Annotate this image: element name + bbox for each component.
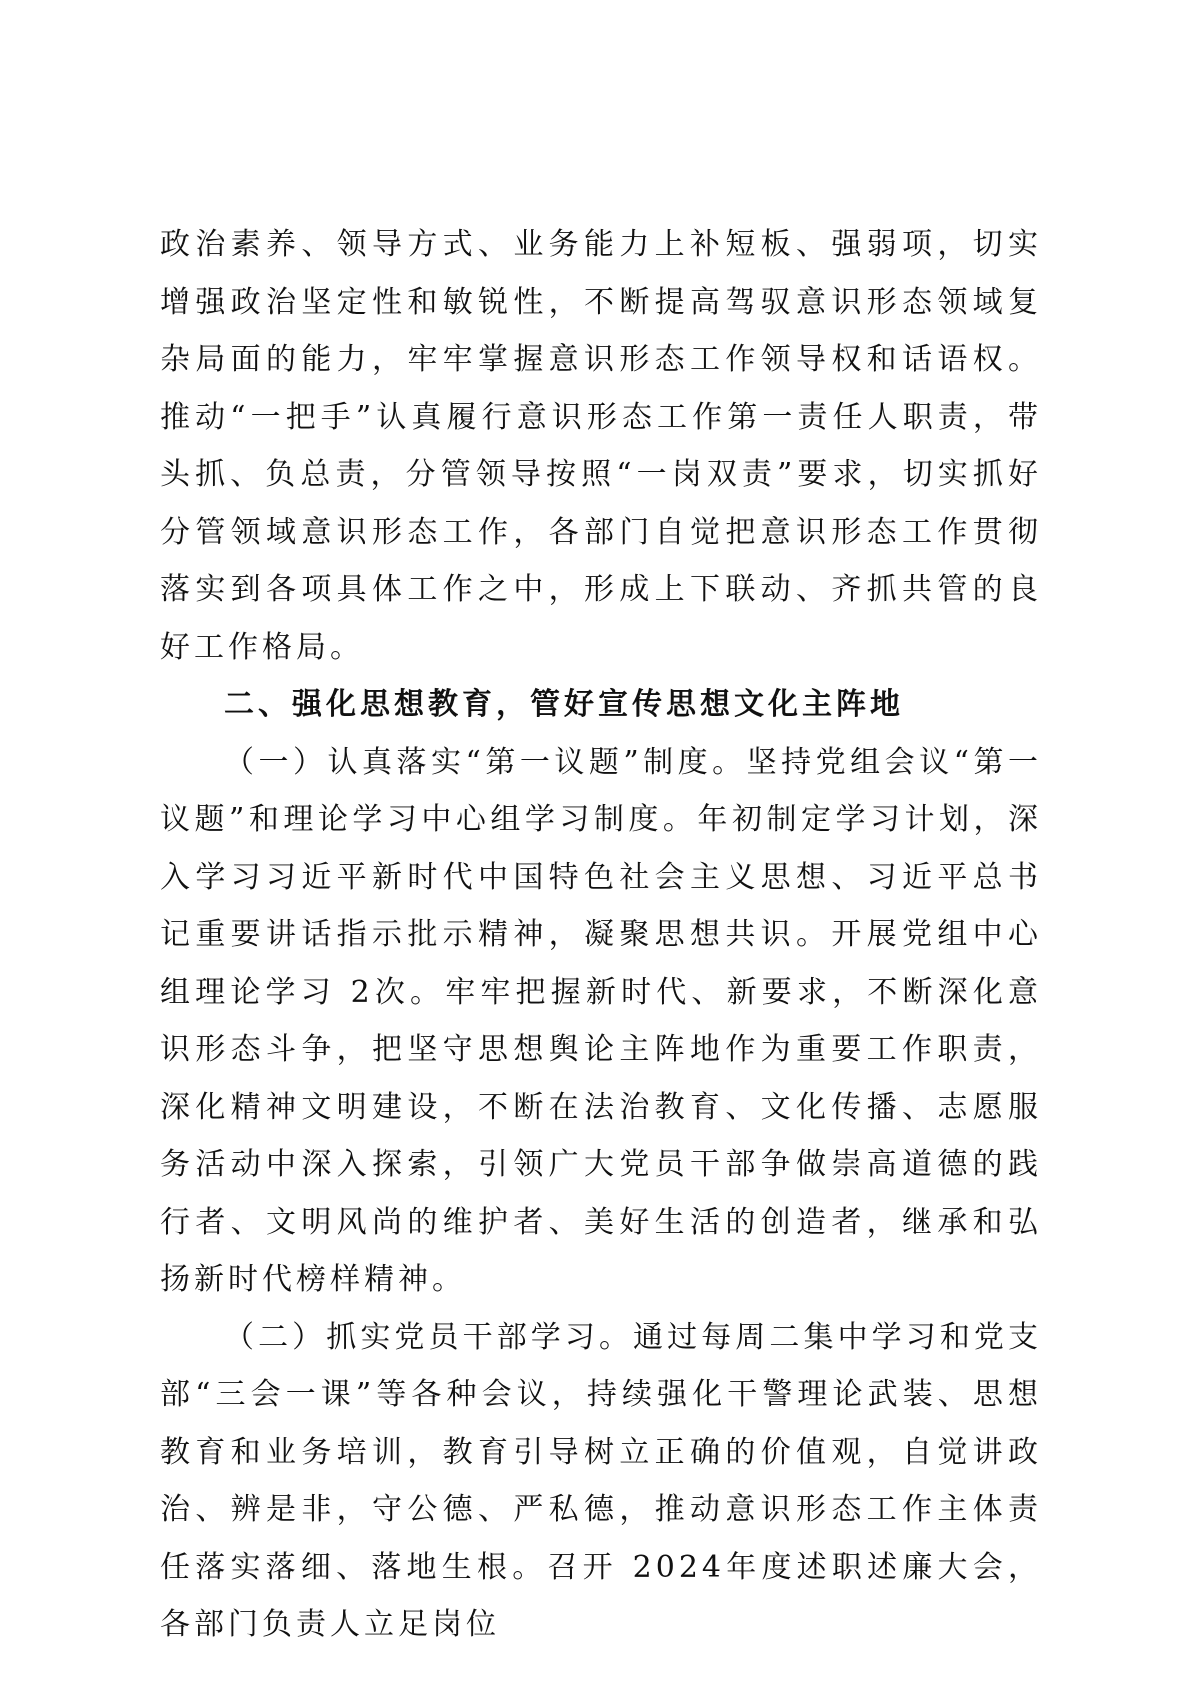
paragraph-first-topic: （一）认真落实“第一议题”制度。坚持党组会议“第一议题”和理论学习中心组学习制度。年初制定学习计划，深入学习习近平新时代中国特色社会主义思想、习近平总书记重要讲话指示批示精神，凝聚思想共识。开展党组中心组理论学习 2次。牢牢把握新时代、新要求，不断深化意识形态斗争，把坚守思想舆论主阵地作为重要工作职责，深化精神文明建设，不断在法治教育、文化传播、志愿服务活动中深入探索，引领广大党员干部争做崇高道德的践行者、文明风尚的维护者、美好生活的创造者，继承和弘扬新时代榜样精神。 bbox=[160, 744, 1042, 1297]
paragraph-party-study: （二）抓实党员干部学习。通过每周二集中学习和党支部“三会一课”等各种会议，持续强化干警理论武装、思想教育和业务培训，教育引导树立正确的价值观，自觉讲政治、辨是非，守公德、严私德，推动意识形态工作主体责任落实落细、落地生根。召开 2024年度述职述廉大会，各部门负责人立足岗位 bbox=[160, 1319, 1042, 1642]
section-heading: 二、强化思想教育，管好宣传思想文化主阵地 bbox=[224, 687, 904, 722]
paragraph-continuation: 政治素养、领导方式、业务能力上补短板、强弱项，切实增强政治坚定性和敏锐性，不断提高驾驭意识形态领域复杂局面的能力，牢牢掌握意识形态工作领导权和话语权。推动“一把手”认真履行意识形态工作第一责任人职责，带头抓、负总责，分管领导按照“一岗双责”要求，切实抓好分管领域意识形态工作，各部门自觉把意识形态工作贯彻落实到各项具体工作之中，形成上下联动、齐抓共管的良好工作格局。 bbox=[160, 227, 1042, 665]
document-page bbox=[160, 216, 1042, 1654]
